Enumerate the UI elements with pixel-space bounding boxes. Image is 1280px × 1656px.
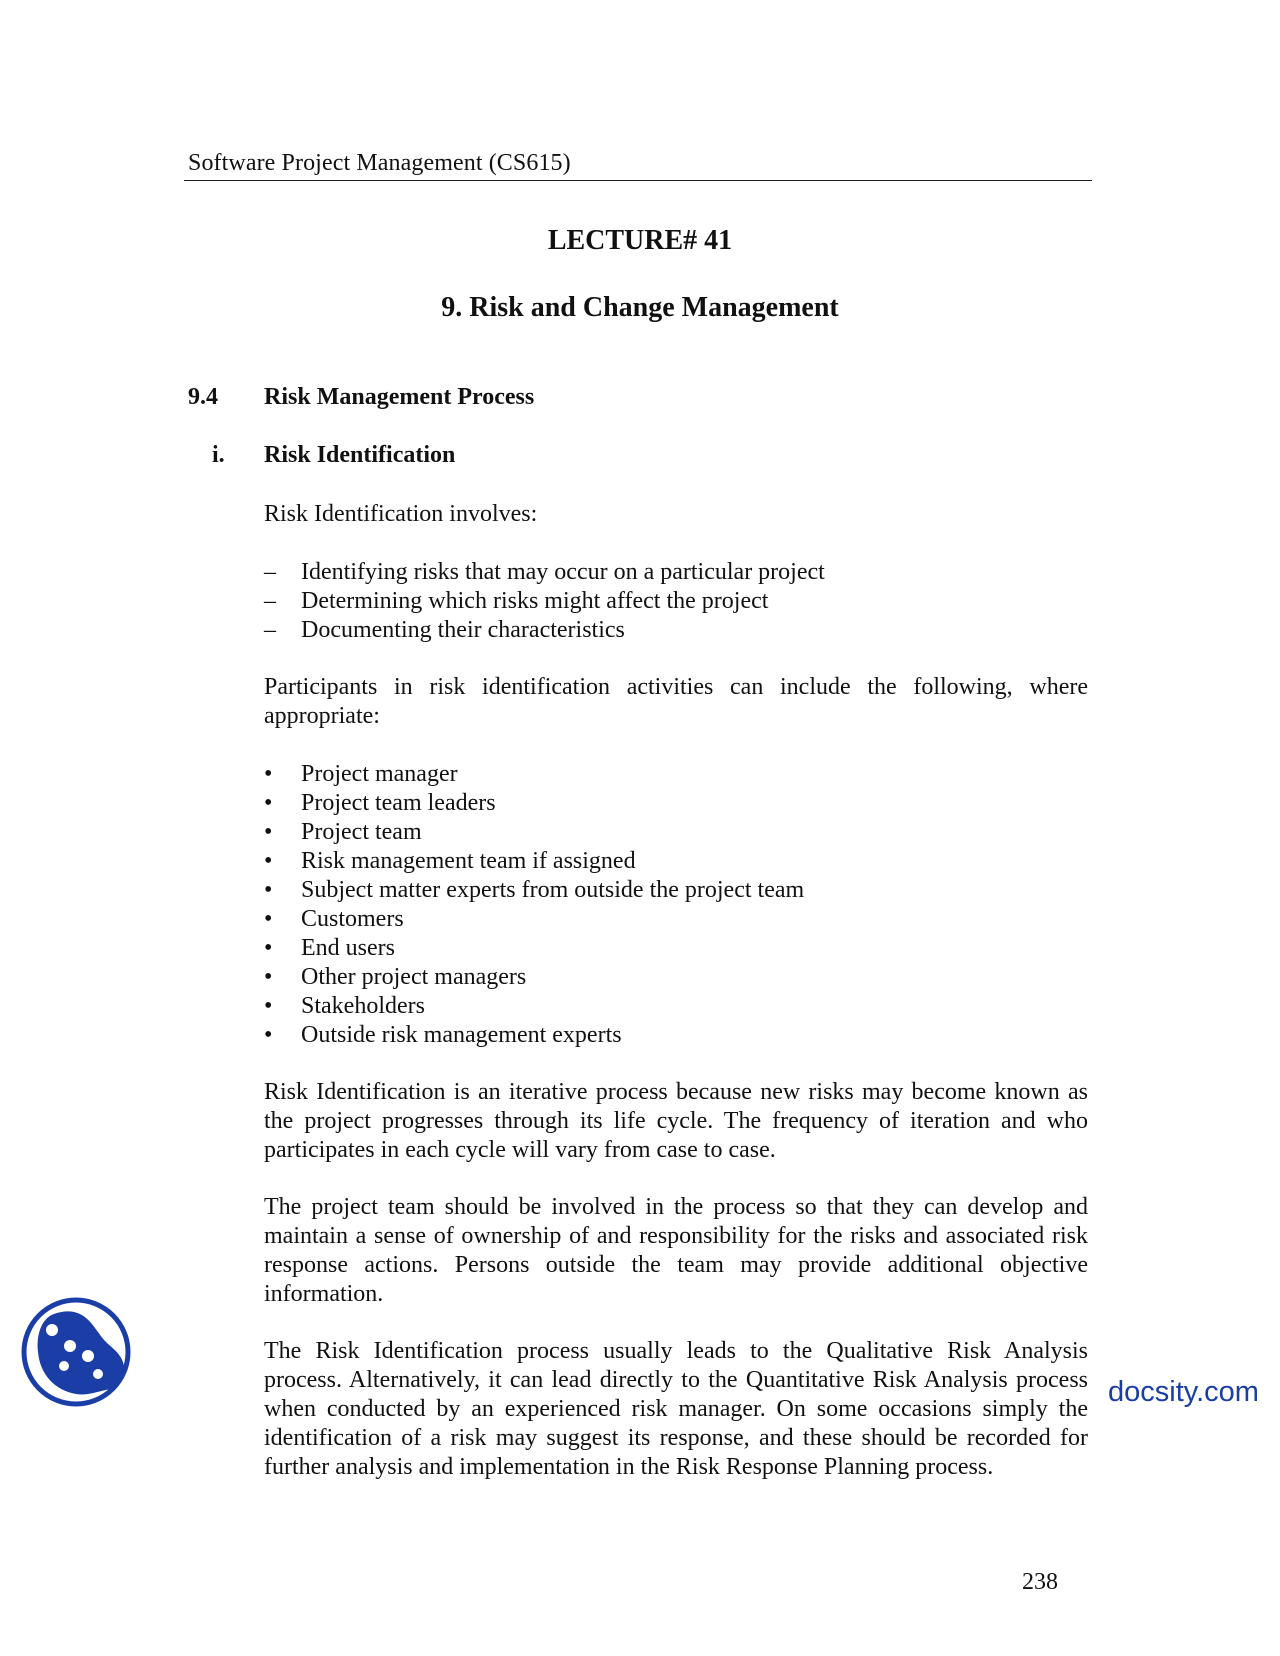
bullet-marker: • xyxy=(264,819,273,845)
bullet-marker: • xyxy=(264,877,273,903)
participants-intro: Participants in risk identification activities can include the following, where appropriate: xyxy=(264,674,1088,729)
list-item xyxy=(264,818,1088,847)
list-item xyxy=(264,587,1088,616)
dash-marker: – xyxy=(264,559,276,585)
bullet-marker: • xyxy=(264,1022,273,1048)
paragraph: Risk Identification is an iterative process because new risks may become known as the project progresses through its life cycle. The frequency of iteration and who participates in each cycle will vary from case to case. xyxy=(264,1079,1088,1163)
lecture-title: LECTURE# 41 xyxy=(547,225,733,256)
list-item xyxy=(264,558,1088,587)
bullet-marker: • xyxy=(264,906,273,932)
list-item xyxy=(264,963,1088,992)
docsity-logo-icon[interactable] xyxy=(20,1296,132,1408)
bullet-marker: • xyxy=(264,848,273,874)
course-header: Software Project Management (CS615) xyxy=(188,150,571,176)
subsection-title: Risk Identification xyxy=(264,442,456,468)
dash-marker: – xyxy=(264,588,276,614)
section-number: 9.4 xyxy=(188,384,218,410)
list-item-text: Stakeholders xyxy=(301,993,425,1019)
bullet-marker: • xyxy=(264,993,273,1019)
list-item-text: Project manager xyxy=(301,761,458,787)
section-title: Risk Management Process xyxy=(264,384,535,410)
page-number: 238 xyxy=(1022,1569,1058,1595)
paragraph: The Risk Identification process usually leads to the Qualitative Risk Analysis process. Alternatively, it can lead directly to the Quantitative Risk Analysis process when conducted by an experienced risk manager. On some occasions simply the identification of a risk may suggest its response, and these should be recorded for further analysis and implementation in the Risk Response Planning process. xyxy=(264,1338,1088,1480)
list-item-text: Risk management team if assigned xyxy=(301,848,636,874)
list-item-text: Project team leaders xyxy=(301,790,496,816)
participants-list xyxy=(264,760,1088,1050)
list-item xyxy=(264,876,1088,905)
list-item-text: Determining which risks might affect the project xyxy=(301,588,769,614)
docsity-brand-link[interactable]: docsity.com xyxy=(1108,1376,1259,1408)
list-item-text: Documenting their characteristics xyxy=(301,617,625,643)
list-item-text: End users xyxy=(301,935,395,961)
chapter-title: 9. Risk and Change Management xyxy=(441,292,839,323)
list-item xyxy=(264,847,1088,876)
paragraph: The project team should be involved in the process so that they can develop and maintain a sense of ownership of and responsibility for the risks and associated risk response actions. Persons outside the team may provide additional objective information. xyxy=(264,1194,1088,1307)
bullet-marker: • xyxy=(264,935,273,961)
list-item xyxy=(264,1021,1088,1050)
list-item xyxy=(264,760,1088,789)
list-item-text: Project team xyxy=(301,819,422,845)
bullet-marker: • xyxy=(264,790,273,816)
intro-text: Risk Identification involves: xyxy=(264,501,538,527)
list-item xyxy=(264,992,1088,1021)
dash-marker: – xyxy=(264,617,276,643)
bullet-marker: • xyxy=(264,964,273,990)
list-item-text: Subject matter experts from outside the project team xyxy=(301,877,805,903)
bullet-marker: • xyxy=(264,761,273,787)
list-item-text: Customers xyxy=(301,906,404,932)
list-item xyxy=(264,905,1088,934)
header-divider xyxy=(184,180,1092,181)
dash-list xyxy=(264,558,1088,645)
list-item-text: Outside risk management experts xyxy=(301,1022,622,1048)
list-item-text: Other project managers xyxy=(301,964,527,990)
list-item-text: Identifying risks that may occur on a particular project xyxy=(301,559,825,585)
list-item xyxy=(264,789,1088,818)
list-item xyxy=(264,616,1088,645)
list-item xyxy=(264,934,1088,963)
subsection-number: i. xyxy=(212,442,225,468)
